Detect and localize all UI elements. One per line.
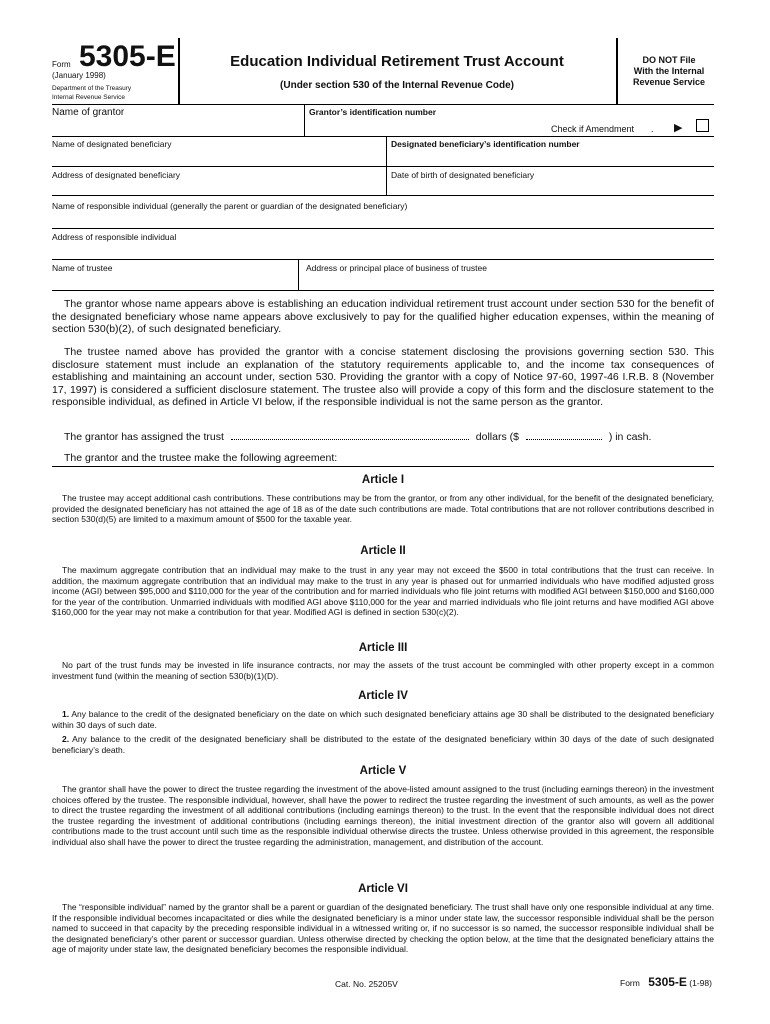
article-3-title: Article III — [358, 642, 408, 654]
article-1-title: Article I — [361, 474, 405, 486]
article-3-body: No part of the trust funds may be invested in life insurance contracts, nor may the assets of the trust account be commingled with other property except in a common investment fund (within the meaning of section 530(b)(1)(D). — [52, 660, 714, 681]
divider — [52, 166, 714, 167]
dnf-line-2: With the Internal — [633, 66, 705, 76]
assigned-amount-line — [52, 431, 714, 444]
intro-paragraph-2 — [52, 346, 714, 409]
beneficiary-name-label[interactable]: Name of designated beneficiary — [52, 139, 172, 149]
divider — [52, 259, 714, 260]
do-not-file-notice — [622, 55, 716, 88]
article-5-title: Article V — [359, 765, 407, 777]
article-4-item-2 — [52, 734, 714, 755]
item-number: 2. — [62, 734, 70, 744]
grantor-id-label[interactable]: Grantor’s identification number — [309, 107, 437, 117]
department-name: Department of the Treasury — [52, 85, 132, 92]
article-4-item-2-text: Any balance to the credit of the designated beneficiary shall be distributed to the estate of the designated beneficiary within 30 days of the date of such designated beneficiary’s death. — [52, 734, 714, 755]
intro-paragraph-1 — [52, 298, 714, 336]
form-word: Form — [52, 60, 71, 69]
article-2-body: The maximum aggregate contribution that an individual may make to the trust in any year may not exceed the $500 in total contributions that the trust can receive. In addition, the maximum aggregate contribution that an individual may make to the trust in any year is phased out for unmarried individuals who have modified adjusted gross income (AGI) between $95,000 and $110,000 for the year of the contribution and for married individuals who file joint returns with modified AGI between $150,000 and $160,000 for the year of the contribution. Unmarried individuals with modified AGI above $110,000 for the year and married individuals who file joint returns and have modified AGI above $160,000 for the year may not make a contribution for that year. Modified AGI is defined in section 530(c)(2). — [52, 565, 714, 617]
form-id-block — [52, 38, 180, 104]
article-1-text — [52, 493, 714, 525]
article-6-title: Article VI — [358, 883, 408, 895]
divider — [52, 466, 714, 467]
agreement-text: The grantor and the trustee make the following agreement: — [64, 452, 338, 464]
assigned-text-b: dollars ($ — [475, 431, 519, 443]
divider — [52, 228, 714, 229]
divider — [52, 136, 714, 137]
article-2-text — [52, 565, 714, 618]
assigned-text-c: ) in cash. — [608, 431, 652, 443]
dnf-line-1: DO NOT File — [642, 55, 696, 65]
responsible-address-label[interactable]: Address of responsible individual — [52, 232, 177, 242]
article-3-text — [52, 660, 714, 681]
irs-name: Internal Revenue Service — [52, 94, 125, 101]
footer-revision: (1-98) — [689, 978, 712, 988]
divider — [52, 290, 714, 291]
grantor-name-label: Name of grantor — [52, 107, 125, 118]
beneficiary-id-label[interactable]: Designated beneficiary’s identification number — [391, 139, 580, 149]
dnf-line-3: Revenue Service — [632, 77, 706, 87]
page-title: Education Individual Retirement Trust Account — [230, 53, 564, 70]
intro-text-2: The trustee named above has provided the grantor with a concise statement disclosing the provisions governing section 530. This disclosure statement must include an explanation of the statutory requirements applicable to, and the income tax consequences of establishing and maintaining an account under, section 530. Providing the grantor with a copy of Notice 97-60, 1997-46 I.R.B. 8 (November 17, 1997) is considered a sufficient disclosure statement. The trustee also will provide a copy of this form and the disclosure statement to the responsible individual, as defined in Article VI below, if the responsible individual is not the same person as the grantor. — [52, 346, 714, 408]
amount-dollars-blank[interactable] — [526, 439, 602, 440]
leader-dot: . — [651, 124, 654, 134]
page-subtitle: (Under section 530 of the Internal Revenue Code) — [280, 80, 514, 91]
department — [52, 84, 177, 102]
form-header — [52, 38, 714, 105]
article-1-body: The trustee may accept additional cash contributions. These contributions may be from the grantor, or from any other individual, for the benefit of the designated beneficiary, provided the designated beneficiary has not attained the age of 18 as of the date such contributions are made. Total contributions that are not rollover contributions described in section 530(d)(5) are limited to a maximum amount of $500 for the taxable year. — [52, 493, 714, 524]
arrow-right-icon: ▶ — [674, 122, 683, 134]
article-4-item-1-text: Any balance to the credit of the designated beneficiary on the date on which such designated beneficiary attains age 30 shall be distributed to the designated beneficiary within 30 days of such date. — [52, 709, 714, 730]
trustee-address-label[interactable]: Address or principal place of business of trustee — [306, 263, 487, 273]
article-4-title: Article IV — [358, 690, 408, 702]
divider — [298, 259, 299, 290]
agreement-line — [52, 452, 714, 465]
form-number: 5305-E — [79, 40, 176, 73]
footer-form-id — [620, 975, 712, 989]
intro-text-1: The grantor whose name appears above is establishing an education individual retirement trust account under section 530 for the benefit of the designated beneficiary whose name appears above exclusively to pay for the qualified higher education expenses, within the meaning of section 530(b)(2), of such designated beneficiary. — [52, 298, 714, 335]
divider — [52, 195, 714, 196]
footer-form-number: 5305-E — [648, 975, 687, 989]
item-number: 1. — [62, 709, 70, 719]
beneficiary-address-label[interactable]: Address of designated beneficiary — [52, 170, 181, 180]
assigned-text-a: The grantor has assigned the trust — [64, 431, 224, 443]
amount-words-blank[interactable] — [231, 439, 469, 440]
footer-form-word: Form — [620, 978, 640, 988]
responsible-name-label[interactable]: Name of responsible individual (generally the parent or guardian of the designated beneficiary) — [52, 201, 408, 211]
article-2-title: Article II — [360, 545, 406, 557]
title-block — [178, 38, 616, 104]
amendment-checkbox[interactable] — [696, 119, 709, 132]
article-5-body: The grantor shall have the power to direct the trustee regarding the investment of the above-listed amount assigned to the trust (including earnings thereon) in the investment choices offered by the trustee. The responsible individual, however, shall have the power to redirect the trustee regarding the investment of such amounts, as well as the power to direct the trustee regarding the investment of all additional contributions (including earnings thereon) to the trust. In the event that the responsible individual does not direct the trustee regarding the investment of additional contributions (including earnings thereon), the initial investment direction of the grantor also will govern all additional contributions made to the trust account until such time as the responsible individual otherwise directs the trustee. Unless otherwise provided in this agreement, the responsible individual also shall have the power to direct the trustee regarding the administration, management, and distribution of the account. — [52, 784, 714, 847]
beneficiary-dob-label[interactable]: Date of birth of designated beneficiary — [391, 170, 535, 180]
article-6-text — [52, 902, 714, 955]
catalog-number: Cat. No. 25205V — [335, 979, 398, 989]
article-4-item-1 — [52, 709, 714, 730]
trustee-name-label[interactable]: Name of trustee — [52, 263, 113, 273]
revision-date: (January 1998) — [52, 71, 106, 80]
do-not-file-block — [616, 38, 716, 104]
divider — [304, 104, 305, 136]
check-amendment-label: Check if Amendment — [551, 124, 635, 134]
article-6-body: The “responsible individual” named by the grantor shall be a parent or guardian of the designated beneficiary. The trust shall have only one responsible individual at any time. If the responsible individual becomes incapacitated or dies while the designated beneficiary is a minor under state law, the successor responsible individual shall be the person named to succeed in that capacity by the preceding responsible individual in a witnessed writing or, if no successor is so named, the successor responsible individual shall be the designated beneficiary’s other parent or successor guardian. Unless otherwise directed by checking the option below, at the time that the designated beneficiary attains the age of majority under state law, the designated beneficiary becomes the responsible individual. — [52, 902, 714, 954]
article-5-text — [52, 784, 714, 847]
